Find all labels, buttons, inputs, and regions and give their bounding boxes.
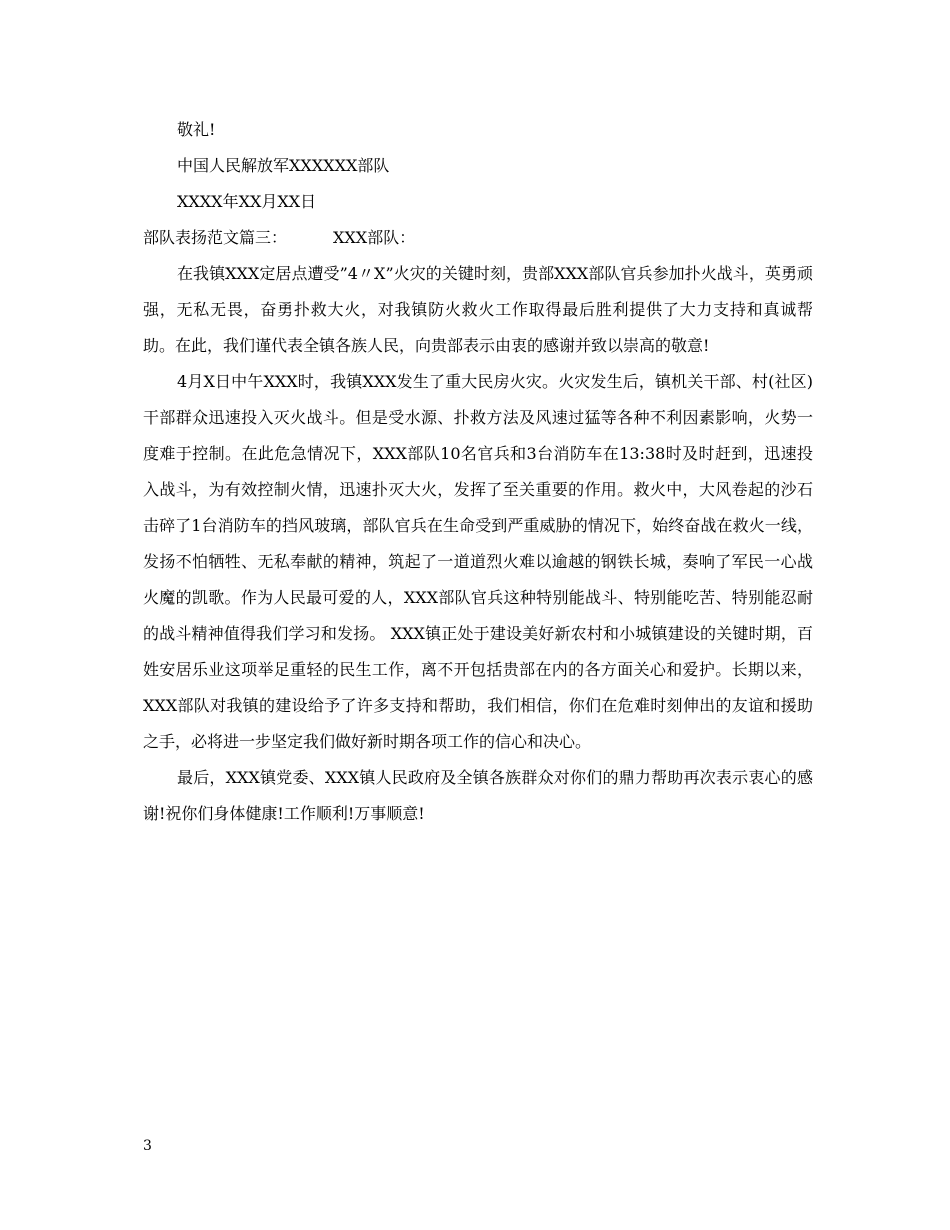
closing-sender: 中国人民解放军XXXXXX部队 [177,156,390,175]
section-heading [143,220,813,256]
paragraph-2: 4月X日中午XXX时，我镇XXX发生了重大民房火灾。火灾发生后，镇机关干部、村(社区)干部群众迅速投入灭火战斗。但是受水源、扑救方法及风速过猛等各种不利因素影响，火势一度难于控制。在此危急情况下，XXX部队10名官兵和3台消防车在13:38时及时赶到，迅速投入战斗，为有效控制火情，迅速扑灭大火，发挥了至关重要的作用。救火中，大风卷起的沙石击碎了1台消防车的挡风玻璃，部队官兵在生命受到严重威胁的情况下，始终奋战在救火一线，发扬不怕牺牲、无私奉献的精神，筑起了一道道烈火难以逾越的钢铁长城，奏响了军民一心战火魔的凯歌。作为人民最可爱的人，XXX部队官兵这种特别能战斗、特别能吃苦、特别能忍耐的战斗精神值得我们学习和发扬。 XXX镇正处于建设美好新农村和小城镇建设的关键时期，百姓安居乐业这项举足重轻的民生工作，离不开包括贵部在内的各方面关心和爱护。长期以来，XXX部队对我镇的建设给予了许多支持和帮助，我们相信，你们在危难时刻伸出的友谊和援助之手，必将进一步坚定我们做好新时期各项工作的信心和决心。 [143,372,813,751]
paragraph-1: 在我镇XXX定居点遭受”4〃X”火灾的关键时刻，贵部XXX部队官兵参加扑火战斗，英勇顽强，无私无畏，奋勇扑救大火，对我镇防火救火工作取得最后胜利提供了大力支持和真诚帮助。在此，我们谨代表全镇各族人民，向贵部表示由衷的感谢并致以崇高的敬意! [143,264,813,355]
closing-salute: 敬礼! [177,120,216,139]
section-addressee: XXX部队： [333,228,416,247]
document-body [143,112,813,832]
closing-date: XXXX年XX月XX日 [177,192,317,211]
paragraph-3: 最后，XXX镇党委、XXX镇人民政府及全镇各族群众对你们的鼎力帮助再次表示衷心的感谢!祝你们身体健康!工作顺利!万事顺意! [143,768,813,823]
page-number: 3 [143,1138,152,1154]
section-title: 部队表扬范文篇三： [143,228,288,247]
